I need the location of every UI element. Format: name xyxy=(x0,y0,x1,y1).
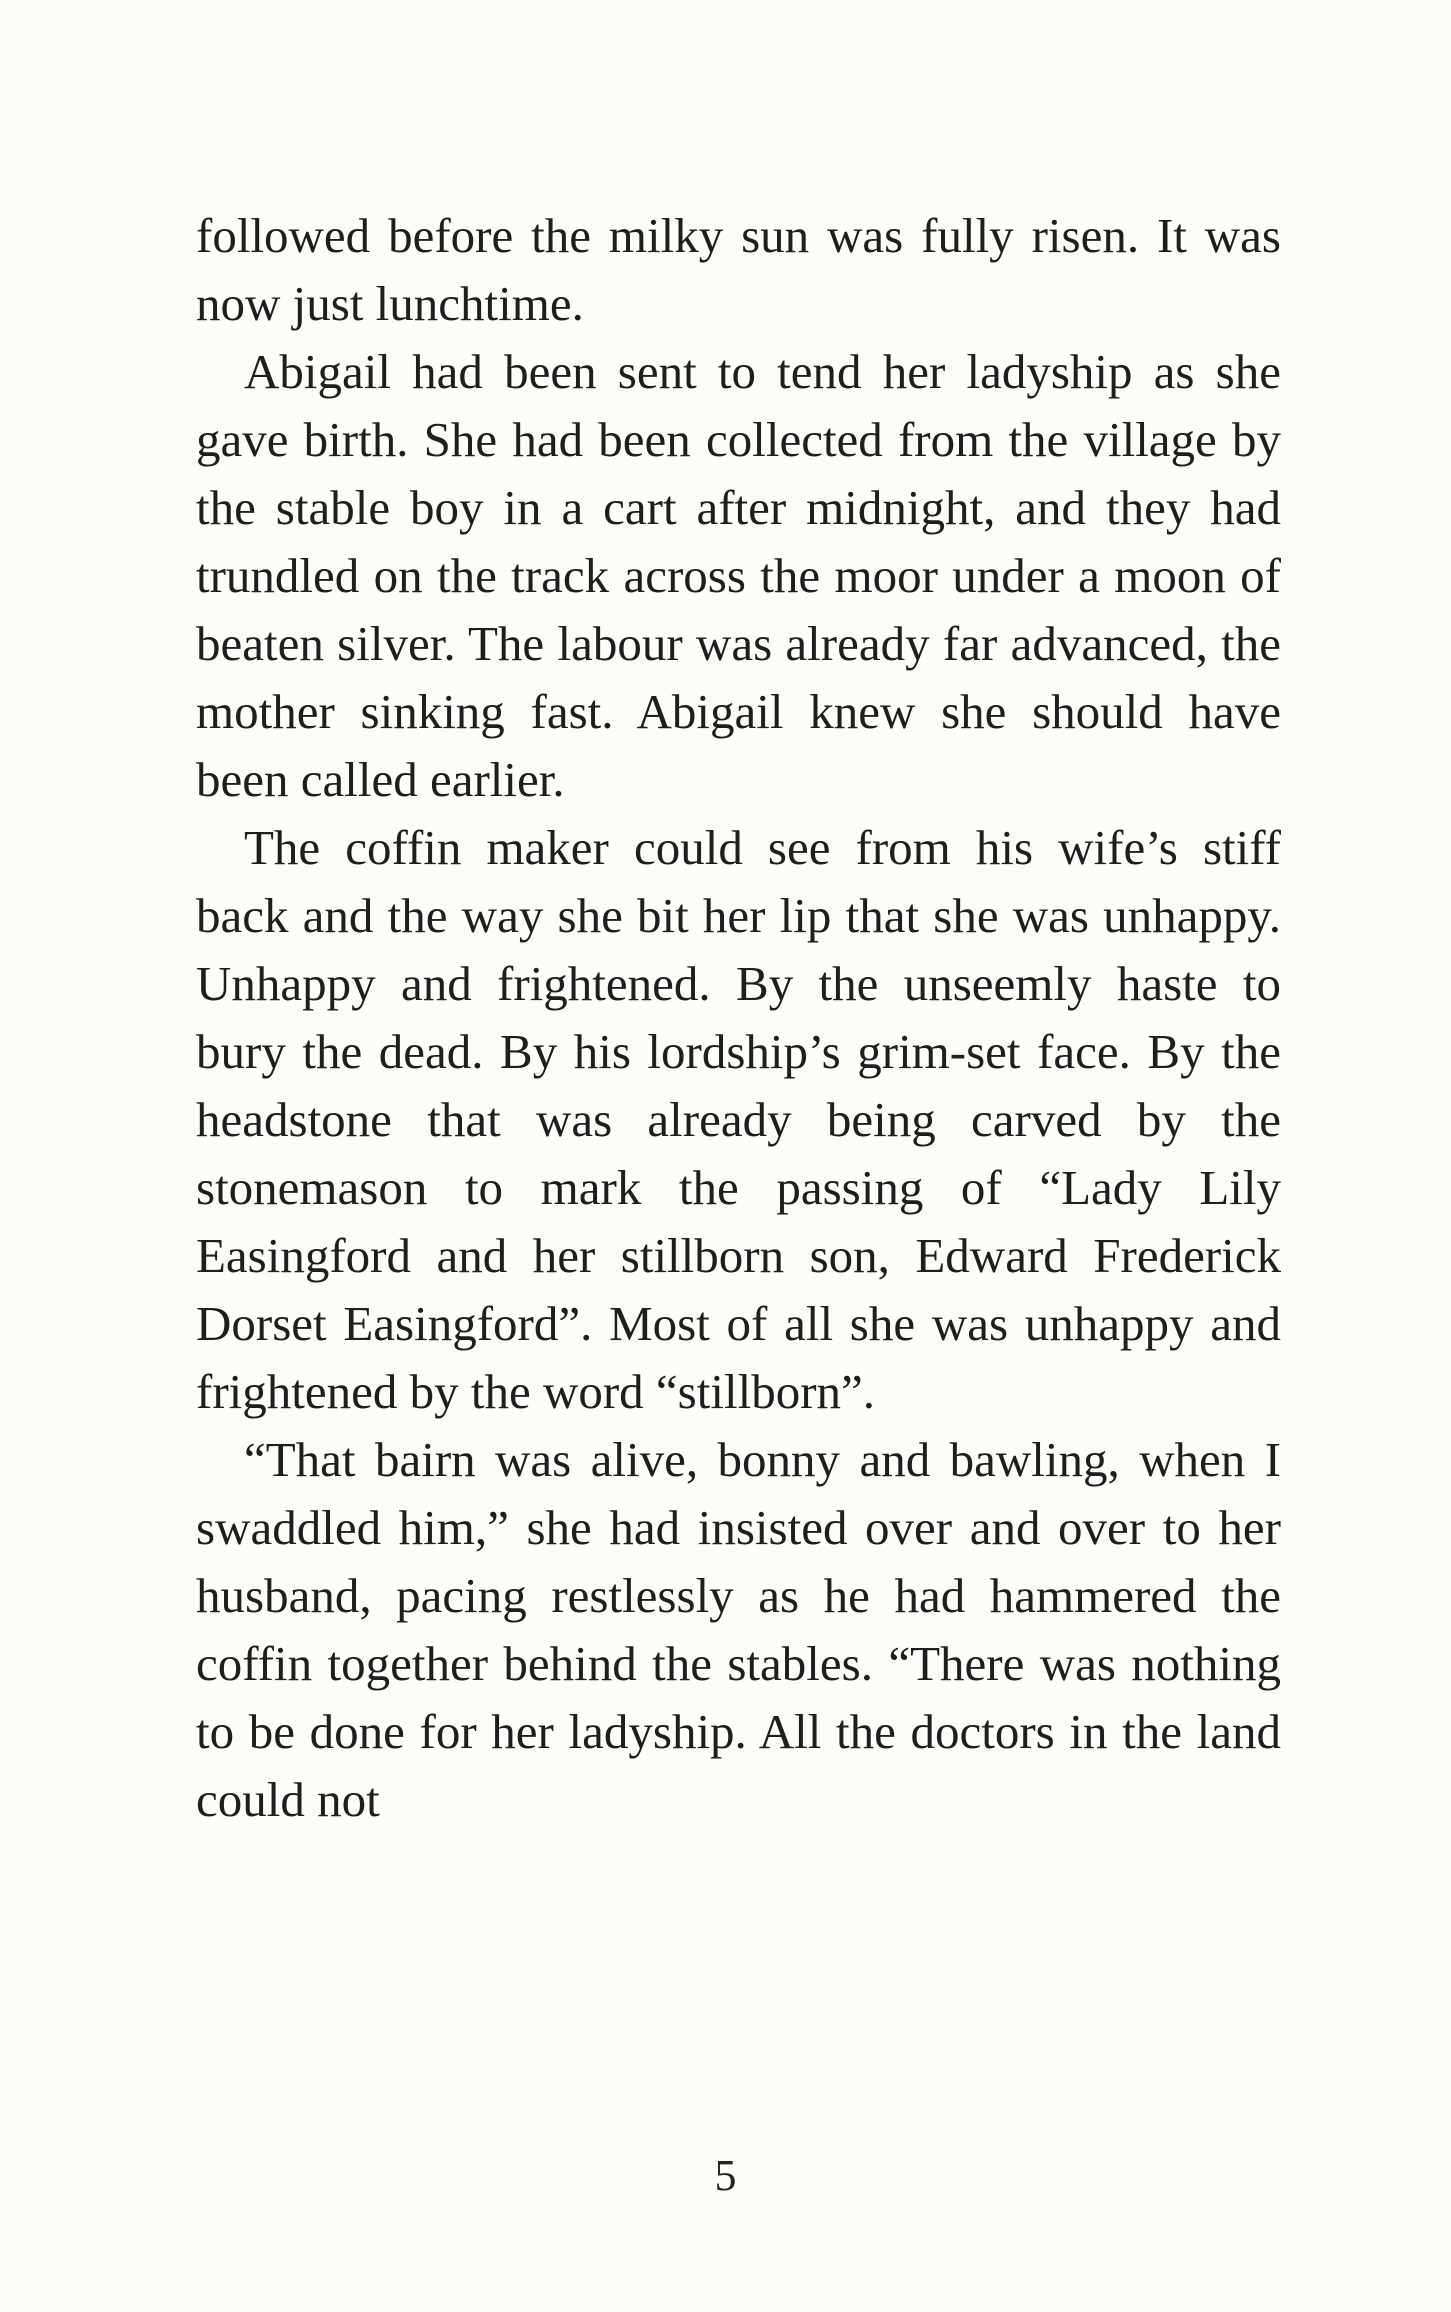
paragraph-continuation: followed before the milky sun was fully risen. It was now just lunchtime. xyxy=(196,208,1281,331)
body-text xyxy=(196,202,1281,1834)
page-number: 5 xyxy=(714,2151,737,2200)
paragraph-abigail-sent: Abigail had been sent to tend her ladyship as she gave birth. She had been collected from the village by the stable boy in a cart after midnight, and they had trundled on the track across the moor under a moon of beaten silver. The labour was already far advanced, the mother sinking fast. Abigail knew she should have been called earlier. xyxy=(196,344,1281,807)
paragraph-bairn-alive: “That bairn was alive, bonny and bawling, when I swaddled him,” she had insisted over and over to her husband, pacing restlessly as he had hammered the coffin together behind the stables. “There was nothing to be done for her ladyship. All the doctors in the land could not xyxy=(196,1432,1281,1827)
paragraph-coffin-maker: The coffin maker could see from his wife’s stiff back and the way she bit her lip that she was unhappy. Unhappy and frightened. By the unseemly haste to bury the dead. By his lordship’s grim-set face. By the headstone that was already being carved by the stonemason to mark the passing of “Lady Lily Easingford and her stillborn son, Edward Frederick Dorset Easingford”. Most of all she was unhappy and frightened by the word “stillborn”. xyxy=(196,820,1281,1419)
